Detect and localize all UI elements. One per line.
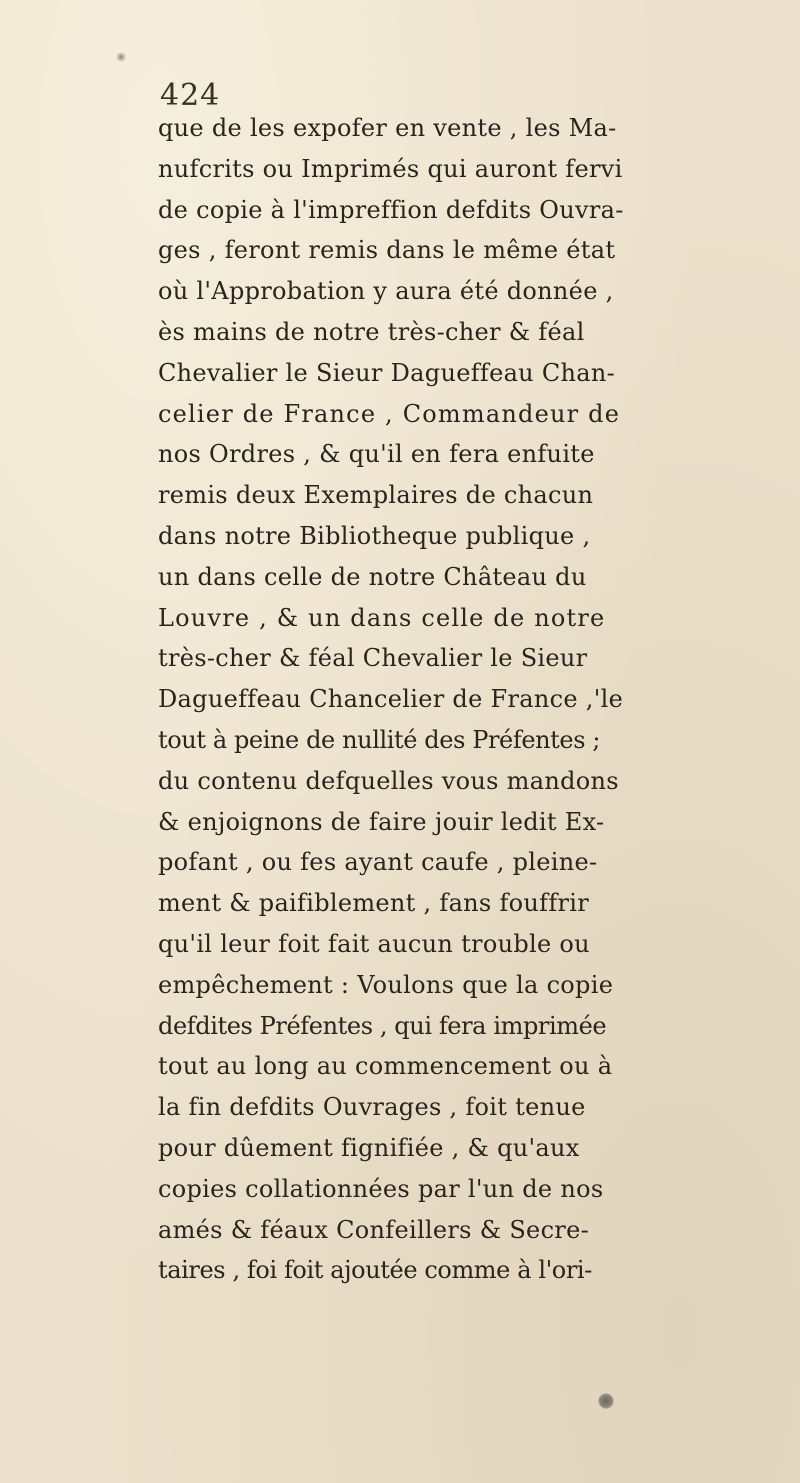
text-line: defdites Préfentes , qui fera imprimée (158, 1011, 607, 1040)
text-line: remis deux Exemplaires de chacun (158, 481, 594, 510)
text-line: du contenu defquelles vous mandons (158, 766, 619, 795)
text-line: & enjoignons de faire jouir ledit Ex- (158, 807, 605, 836)
text-line: copies collationnées par l'un de nos (158, 1174, 604, 1203)
ink-blot (598, 1393, 614, 1409)
text-line: que de les expofer en vente , les Ma- (158, 114, 617, 142)
text-line: la fin defdits Ouvrages , foit tenue (158, 1093, 586, 1122)
text-line: pofant , ou fes ayant caufe , pleine- (158, 848, 598, 877)
text-line: où l'Approbation y aura été donnée , (158, 277, 614, 306)
text-line: très-cher & féal Chevalier le Sieur (158, 644, 588, 673)
text-line: taires , foi foit ajoutée comme à l'ori- (158, 1256, 592, 1285)
text-line: pour dûement fignifiée , & qu'aux (158, 1133, 580, 1162)
text-line: ès mains de notre très-cher & féal (158, 317, 585, 346)
text-line: un dans celle de notre Château du (158, 562, 587, 591)
text-line: de copie à l'impreffion defdits Ouvra- (158, 195, 624, 224)
text-line: ges , feront remis dans le même état (158, 236, 616, 265)
text-line: dans notre Bibliotheque publique , (158, 521, 591, 550)
text-line: empêchement : Voulons que la copie (158, 970, 614, 999)
page-number: 424 (160, 78, 221, 113)
text-line: nufcrits ou Imprimés qui auront fervi (158, 154, 623, 183)
text-line: nos Ordres , & qu'il en fera enfuite (158, 440, 595, 469)
text-line: amés & féaux Confeillers & Secre- (158, 1215, 589, 1244)
body-text (158, 108, 798, 1291)
text-line: Dagueffeau Chancelier de France ,'le (158, 685, 624, 714)
text-line: tout au long au commencement ou à (158, 1052, 613, 1081)
text-line: Chevalier le Sieur Dagueffeau Chan- (158, 358, 616, 387)
text-line: Louvre , & un dans celle de notre (158, 603, 606, 632)
ink-speck (116, 52, 126, 62)
text-line: celier de France , Commandeur de (158, 399, 621, 428)
text-line: tout à peine de nullité des Préfentes ; (158, 725, 601, 754)
text-line: ment & paifiblement , fans fouffrir (158, 889, 590, 918)
text-line: qu'il leur foit fait aucun trouble ou (158, 929, 590, 958)
